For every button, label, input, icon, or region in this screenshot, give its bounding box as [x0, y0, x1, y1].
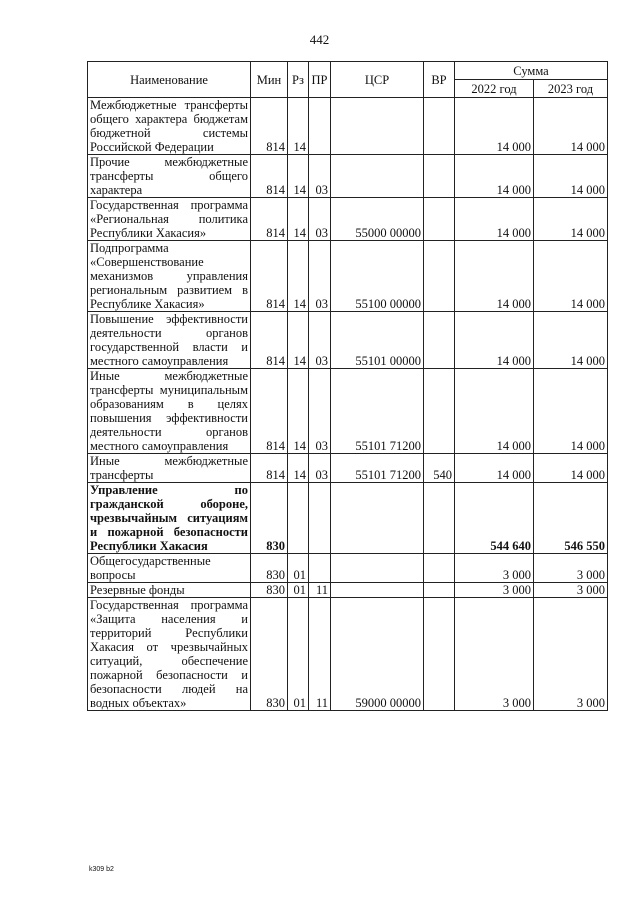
row-amount-2023-cell: 14 000 — [534, 454, 608, 483]
row-pr-cell: 11 — [309, 583, 331, 598]
header-csr: ЦСР — [331, 62, 424, 98]
row-amount-2022-cell: 14 000 — [455, 155, 534, 198]
row-csr-cell: 59000 00000 — [331, 598, 424, 711]
table-row — [88, 241, 608, 312]
row-vr-cell — [424, 554, 455, 583]
row-amount-2022-cell: 14 000 — [455, 98, 534, 155]
row-amount-2022-cell: 14 000 — [455, 198, 534, 241]
page-number: 442 — [309, 32, 330, 47]
row-min-cell: 814 — [251, 369, 288, 454]
table-row — [88, 554, 608, 583]
table-row — [88, 155, 608, 198]
row-amount-2023-cell: 14 000 — [534, 198, 608, 241]
row-csr-cell: 55101 71200 — [331, 369, 424, 454]
header-vr: ВР — [424, 62, 455, 98]
row-amount-2022-cell: 14 000 — [455, 241, 534, 312]
header-sum: Сумма — [455, 62, 608, 80]
row-name-cell: Повышение эффективности деятельности органов государственной власти и местного самоуправления — [88, 312, 251, 369]
row-min-cell: 830 — [251, 483, 288, 554]
budget-table — [87, 61, 608, 711]
row-min-cell: 830 — [251, 598, 288, 711]
row-vr-cell — [424, 369, 455, 454]
row-min-cell: 814 — [251, 98, 288, 155]
row-pr-cell: 03 — [309, 241, 331, 312]
row-rz-cell: 14 — [288, 241, 309, 312]
table-row — [88, 583, 608, 598]
row-vr-cell — [424, 198, 455, 241]
row-name-cell: Резервные фонды — [88, 583, 251, 598]
table-row — [88, 454, 608, 483]
row-min-cell: 814 — [251, 312, 288, 369]
table-row — [88, 369, 608, 454]
row-amount-2022-cell: 3 000 — [455, 554, 534, 583]
row-vr-cell: 540 — [424, 454, 455, 483]
header-year-2022: 2022 год — [455, 80, 534, 98]
row-amount-2022-cell: 3 000 — [455, 598, 534, 711]
header-rz: Рз — [288, 62, 309, 98]
row-csr-cell — [331, 554, 424, 583]
row-amount-2023-cell: 14 000 — [534, 98, 608, 155]
row-amount-2022-cell: 544 640 — [455, 483, 534, 554]
row-pr-cell — [309, 554, 331, 583]
row-rz-cell: 01 — [288, 583, 309, 598]
header-name: Наименование — [88, 62, 251, 98]
row-rz-cell: 14 — [288, 155, 309, 198]
row-min-cell: 830 — [251, 583, 288, 598]
row-amount-2022-cell: 14 000 — [455, 369, 534, 454]
row-pr-cell: 03 — [309, 369, 331, 454]
header-pr: ПР — [309, 62, 331, 98]
row-rz-cell: 14 — [288, 454, 309, 483]
row-pr-cell: 03 — [309, 454, 331, 483]
row-name-cell: Межбюджетные трансферты общего характера бюджетам бюджетной системы Российской Федерации — [88, 98, 251, 155]
row-pr-cell: 03 — [309, 198, 331, 241]
row-min-cell: 814 — [251, 454, 288, 483]
row-vr-cell — [424, 98, 455, 155]
row-rz-cell: 01 — [288, 554, 309, 583]
row-amount-2023-cell: 3 000 — [534, 598, 608, 711]
row-rz-cell: 14 — [288, 198, 309, 241]
row-name-cell: Управление по гражданской обороне, чрезвычайным ситуациям и пожарной безопасности Республики Хакасия — [88, 483, 251, 554]
row-name-cell: Подпрограмма «Совершенствование механизмов управления региональным развитием в Республике Хакасия» — [88, 241, 251, 312]
table-row — [88, 98, 608, 155]
footer-code: k309 b2 — [89, 866, 114, 873]
row-rz-cell — [288, 483, 309, 554]
row-vr-cell — [424, 583, 455, 598]
row-name-cell: Государственная программа «Защита населения и территорий Республики Хакасия от чрезвычайных ситуаций, обеспечение пожарной безопасности и безопасности людей на водных объектах» — [88, 598, 251, 711]
row-min-cell: 814 — [251, 198, 288, 241]
row-pr-cell: 03 — [309, 155, 331, 198]
table-row — [88, 483, 608, 554]
header-year-2023: 2023 год — [534, 80, 608, 98]
row-rz-cell: 14 — [288, 369, 309, 454]
table-row — [88, 312, 608, 369]
row-pr-cell — [309, 98, 331, 155]
row-pr-cell — [309, 483, 331, 554]
row-pr-cell: 03 — [309, 312, 331, 369]
row-vr-cell — [424, 483, 455, 554]
row-rz-cell: 14 — [288, 312, 309, 369]
row-vr-cell — [424, 598, 455, 711]
row-name-cell: Иные межбюджетные трансферты муниципальным образованиям в целях повышения эффективности деятельности органов местного самоуправления — [88, 369, 251, 454]
row-name-cell: Прочие межбюджетные трансферты общего характера — [88, 155, 251, 198]
header-min: Мин — [251, 62, 288, 98]
row-csr-cell: 55101 00000 — [331, 312, 424, 369]
row-csr-cell — [331, 98, 424, 155]
row-csr-cell — [331, 483, 424, 554]
table-row — [88, 598, 608, 711]
row-name-cell: Иные межбюджетные трансферты — [88, 454, 251, 483]
row-csr-cell: 55100 00000 — [331, 241, 424, 312]
row-amount-2022-cell: 3 000 — [455, 583, 534, 598]
row-amount-2022-cell: 14 000 — [455, 454, 534, 483]
row-amount-2023-cell: 14 000 — [534, 241, 608, 312]
row-min-cell: 814 — [251, 241, 288, 312]
row-vr-cell — [424, 241, 455, 312]
row-pr-cell: 11 — [309, 598, 331, 711]
row-amount-2023-cell: 14 000 — [534, 369, 608, 454]
row-name-cell: Общегосударственные вопросы — [88, 554, 251, 583]
row-min-cell: 830 — [251, 554, 288, 583]
row-amount-2023-cell: 14 000 — [534, 155, 608, 198]
row-amount-2023-cell: 546 550 — [534, 483, 608, 554]
row-amount-2023-cell: 3 000 — [534, 583, 608, 598]
row-amount-2023-cell: 14 000 — [534, 312, 608, 369]
row-rz-cell: 14 — [288, 98, 309, 155]
table-row — [88, 198, 608, 241]
row-csr-cell — [331, 583, 424, 598]
row-name-cell: Государственная программа «Региональная политика Республики Хакасия» — [88, 198, 251, 241]
row-min-cell: 814 — [251, 155, 288, 198]
row-csr-cell: 55101 71200 — [331, 454, 424, 483]
row-rz-cell: 01 — [288, 598, 309, 711]
row-vr-cell — [424, 312, 455, 369]
row-amount-2023-cell: 3 000 — [534, 554, 608, 583]
row-amount-2022-cell: 14 000 — [455, 312, 534, 369]
row-csr-cell — [331, 155, 424, 198]
row-vr-cell — [424, 155, 455, 198]
row-csr-cell: 55000 00000 — [331, 198, 424, 241]
